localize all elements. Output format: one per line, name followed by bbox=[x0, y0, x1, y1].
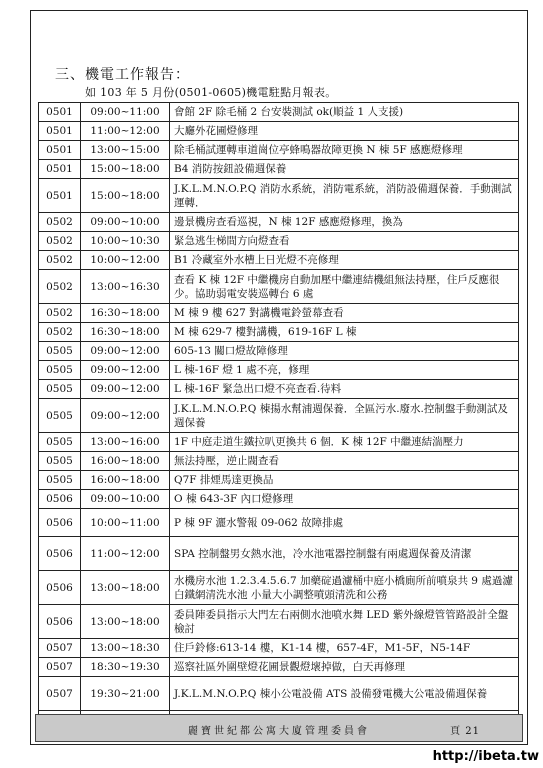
row-date: 0506 bbox=[39, 490, 81, 509]
row-description: B4 消防按鈕設備週保養 bbox=[170, 160, 519, 179]
row-date: 0505 bbox=[39, 433, 81, 452]
row-date: 0505 bbox=[39, 471, 81, 490]
watermark-url: http://ibeta.tw bbox=[432, 749, 539, 764]
row-description: L 棟-16F 緊急出口燈不亮查看.待料 bbox=[170, 380, 519, 399]
row-description: 會館 2F 除毛桶 2 台安裝測試 ok(順益 1 人支援) bbox=[170, 103, 519, 122]
row-time: 10:00~12:00 bbox=[81, 251, 170, 270]
row-time: 19:30~21:00 bbox=[81, 677, 170, 711]
row-time: 13:00~15:00 bbox=[81, 141, 170, 160]
report-row bbox=[39, 433, 519, 452]
report-row bbox=[39, 213, 519, 232]
row-description: J.K.L.M.N.O.P.Q 消防水系統，消防電系統，消防設備週保養．手動測試運轉． bbox=[170, 179, 519, 213]
row-description: 巡察社區外圍壁燈花圃景觀燈壞掉做，白天再修理 bbox=[170, 658, 519, 677]
row-date: 0501 bbox=[39, 122, 81, 141]
row-date: 0507 bbox=[39, 658, 81, 677]
row-date: 0501 bbox=[39, 160, 81, 179]
row-time: 09:00~12:00 bbox=[81, 342, 170, 361]
row-date: 0501 bbox=[39, 141, 81, 160]
row-time: 09:00~12:00 bbox=[81, 380, 170, 399]
row-date: 0506 bbox=[39, 571, 81, 605]
row-date: 0502 bbox=[39, 232, 81, 251]
report-row bbox=[39, 122, 519, 141]
report-row bbox=[39, 490, 519, 509]
row-time: 11:00~12:00 bbox=[81, 122, 170, 141]
row-time: 10:00~11:00 bbox=[81, 509, 170, 537]
row-date: 0505 bbox=[39, 342, 81, 361]
footer-organization: 麗寶世紀都公寓大廈管理委員會 bbox=[188, 726, 370, 737]
row-description: J.K.L.M.N.O.P.Q 棟揚水幫浦週保養．全區污水.廢水.控制盤手動測試及週保養 bbox=[170, 399, 519, 433]
row-date: 0506 bbox=[39, 605, 81, 639]
row-description: 緊急逃生梯間方向燈查看 bbox=[170, 232, 519, 251]
report-row bbox=[39, 471, 519, 490]
row-time: 11:00~12:00 bbox=[81, 537, 170, 571]
row-description: 水機房水池 1.2.3.4.5.6.7 加藥碇過濾桶中庭小橋廁所前噴泉共 9 處過濾白鐵網清洗水池 小量大小調整噴頭清洗和公務 bbox=[170, 571, 519, 605]
row-time: 15:00~18:00 bbox=[81, 160, 170, 179]
row-date: 0505 bbox=[39, 452, 81, 471]
row-time: 10:00~10:30 bbox=[81, 232, 170, 251]
row-description: B1 冷藏室外水槽上日光燈不亮修理 bbox=[170, 251, 519, 270]
row-description: 除毛桶試運轉車道崗位亭蜂鳴器故障更換 N 棟 5F 感應燈修理 bbox=[170, 141, 519, 160]
page-number: 頁 21 bbox=[450, 726, 480, 737]
row-time: 09:00~10:00 bbox=[81, 213, 170, 232]
report-row bbox=[39, 399, 519, 433]
row-date: 0502 bbox=[39, 304, 81, 323]
row-time: 09:00~12:00 bbox=[81, 399, 170, 433]
report-row bbox=[39, 342, 519, 361]
row-date: 0502 bbox=[39, 251, 81, 270]
report-row bbox=[39, 160, 519, 179]
row-date: 0506 bbox=[39, 537, 81, 571]
row-description: J.K.L.M.N.O.P.Q 棟小公電設備 ATS 設備發電機大公電設備週保養 bbox=[170, 677, 519, 711]
report-row bbox=[39, 232, 519, 251]
row-time: 16:00~18:00 bbox=[81, 471, 170, 490]
row-description: SPA 控制盤男女熱水池，冷水池電器控制盤有兩處週保養及清潔 bbox=[170, 537, 519, 571]
row-description: M 棟 9 樓 627 對講機電鈴螢幕查看 bbox=[170, 304, 519, 323]
row-time: 13:00~16:00 bbox=[81, 433, 170, 452]
report-row bbox=[39, 639, 519, 658]
section-title: 三、機電工作報告： bbox=[55, 67, 190, 83]
row-description: 605-13 關口燈故障修理 bbox=[170, 342, 519, 361]
work-report-table bbox=[38, 102, 519, 730]
report-row bbox=[39, 361, 519, 380]
report-row bbox=[39, 509, 519, 537]
row-description: 住戶鈴修:613-14 樓，K1-14 樓，657-4F，M1-5F，N5-14F bbox=[170, 639, 519, 658]
row-time: 16:30~18:00 bbox=[81, 304, 170, 323]
report-row bbox=[39, 380, 519, 399]
row-date: 0502 bbox=[39, 213, 81, 232]
report-row bbox=[39, 537, 519, 571]
report-row bbox=[39, 658, 519, 677]
report-row bbox=[39, 179, 519, 213]
row-description: Q7F 排煙馬達更換品 bbox=[170, 471, 519, 490]
row-date: 0505 bbox=[39, 399, 81, 433]
row-date: 0505 bbox=[39, 361, 81, 380]
row-description: L 棟-16F 燈 1 處不亮，修理 bbox=[170, 361, 519, 380]
row-time: 16:30~18:00 bbox=[81, 323, 170, 342]
row-description: M 棟 629-7 樓對講機，619-16F L 棟 bbox=[170, 323, 519, 342]
row-time: 13:00~18:00 bbox=[81, 605, 170, 639]
row-date: 0501 bbox=[39, 103, 81, 122]
row-date: 0502 bbox=[39, 323, 81, 342]
row-date: 0507 bbox=[39, 677, 81, 711]
report-row bbox=[39, 141, 519, 160]
row-time: 18:30~19:30 bbox=[81, 658, 170, 677]
row-time: 09:00~12:00 bbox=[81, 361, 170, 380]
work-report-body bbox=[39, 103, 519, 730]
row-time: 13:00~18:00 bbox=[81, 571, 170, 605]
row-description: P 棟 9F 灑水警報 09-062 故障排處 bbox=[170, 509, 519, 537]
report-row bbox=[39, 571, 519, 605]
row-description: 1F 中庭走道生鐵拉叭更換共 6 個．K 棟 12F 中繼連結湍壓力 bbox=[170, 433, 519, 452]
row-description: 查看 K 棟 12F 中繼機房自動加壓中繼連結機組無法持壓，住戶反應很少。協助弱電安裝巡轉台 6 處 bbox=[170, 270, 519, 304]
row-date: 0506 bbox=[39, 509, 81, 537]
report-row bbox=[39, 304, 519, 323]
footer-bar bbox=[35, 714, 523, 742]
report-row bbox=[39, 103, 519, 122]
row-date: 0505 bbox=[39, 380, 81, 399]
row-description: 大廳外花圃燈修理 bbox=[170, 122, 519, 141]
report-row bbox=[39, 251, 519, 270]
row-time: 09:00~11:00 bbox=[81, 103, 170, 122]
report-row bbox=[39, 270, 519, 304]
row-description: 無法持壓，逆止閥查看 bbox=[170, 452, 519, 471]
row-time: 13:00~18:30 bbox=[81, 639, 170, 658]
row-date: 0501 bbox=[39, 179, 81, 213]
row-date: 0502 bbox=[39, 270, 81, 304]
row-time: 15:00~18:00 bbox=[81, 179, 170, 213]
row-time: 13:00~16:30 bbox=[81, 270, 170, 304]
report-row bbox=[39, 452, 519, 471]
report-row bbox=[39, 323, 519, 342]
report-row bbox=[39, 605, 519, 639]
row-time: 09:00~10:00 bbox=[81, 490, 170, 509]
row-description: 邊景機房查看巡視，N 棟 12F 感應燈修理，換為 bbox=[170, 213, 519, 232]
row-description: O 棟 643-3F 內口燈修理 bbox=[170, 490, 519, 509]
intro-text: 如 103 年 5 月份(0501-0605)機電駐點月報表。 bbox=[85, 86, 337, 99]
row-date: 0507 bbox=[39, 639, 81, 658]
row-description: 委員陣委員指示大門左右兩側水池噴水舞 LED 紫外線燈管管路設計全盤檢討 bbox=[170, 605, 519, 639]
row-time: 16:00~18:00 bbox=[81, 452, 170, 471]
report-row bbox=[39, 677, 519, 711]
